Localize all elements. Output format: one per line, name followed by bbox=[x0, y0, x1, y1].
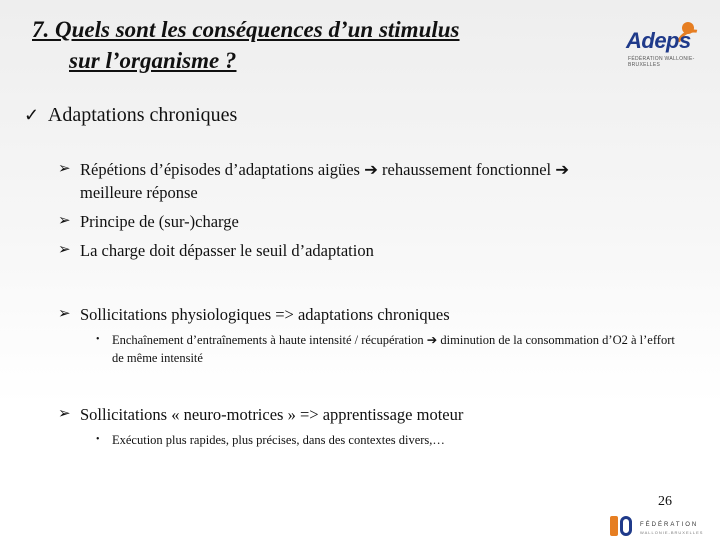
federation-logo-line-1: FÉDÉRATION bbox=[640, 522, 699, 528]
federation-logo-line-2: WALLONIE-BRUXELLES bbox=[640, 530, 704, 535]
bullet-item bbox=[58, 210, 618, 233]
bullet-text: Sollicitations « neuro-motrices » => apprentissage moteur bbox=[80, 405, 464, 424]
bullet-text: Principe de (sur-)charge bbox=[80, 212, 239, 231]
bullet-text: La charge doit dépasser le seuil d’adaptation bbox=[80, 241, 374, 260]
checkmark-icon: ✓ bbox=[24, 105, 40, 125]
section-heading-text: Adaptations chroniques bbox=[47, 104, 238, 126]
federation-ring-icon bbox=[620, 516, 632, 536]
federation-logo bbox=[610, 514, 720, 540]
bullet-item bbox=[58, 403, 658, 426]
bullet-item bbox=[58, 239, 618, 262]
sub-bullet-text: Enchaînement d’entraînements à haute intensité / récupération ➔ diminution de la consommation d’O2 à l’effort de même intensité bbox=[112, 333, 675, 365]
arrow-bullet-icon: ➢ bbox=[58, 242, 71, 258]
slide-title bbox=[32, 14, 592, 76]
bullet-text: Sollicitations physiologiques => adaptations chroniques bbox=[80, 305, 450, 324]
page-number: 26 bbox=[658, 494, 672, 509]
federation-mark-icon bbox=[610, 516, 618, 536]
bullet-text: Répétions d’épisodes d’adaptations aigües ➔ rehaussement fonctionnel ➔ meilleure réponse bbox=[80, 160, 570, 202]
title-line-1: 7. Quels sont les conséquences d’un stimulus bbox=[32, 17, 460, 42]
bullet-item bbox=[58, 158, 618, 204]
dot-bullet-icon: • bbox=[96, 434, 100, 445]
adeps-logo-word: Adeps bbox=[626, 28, 691, 53]
arrow-bullet-icon: ➢ bbox=[58, 213, 71, 229]
title-line-2 bbox=[32, 45, 592, 76]
dot-bullet-icon: • bbox=[96, 334, 100, 345]
bullet-item bbox=[58, 303, 658, 326]
adeps-logo bbox=[622, 22, 712, 72]
arrow-bullet-icon: ➢ bbox=[58, 161, 71, 177]
arrow-bullet-icon: ➢ bbox=[58, 306, 71, 322]
adeps-logo-tagline: FÉDÉRATION WALLONIE-BRUXELLES bbox=[628, 56, 695, 68]
arrow-bullet-icon: ➢ bbox=[58, 406, 71, 422]
section-heading bbox=[24, 104, 237, 127]
sub-bullet-text: Exécution plus rapides, plus précises, dans des contextes divers,… bbox=[112, 433, 445, 447]
sub-bullet-item bbox=[96, 431, 686, 449]
title-line-2-text: sur l’organisme ? bbox=[69, 48, 237, 73]
sub-bullet-item bbox=[96, 331, 686, 367]
